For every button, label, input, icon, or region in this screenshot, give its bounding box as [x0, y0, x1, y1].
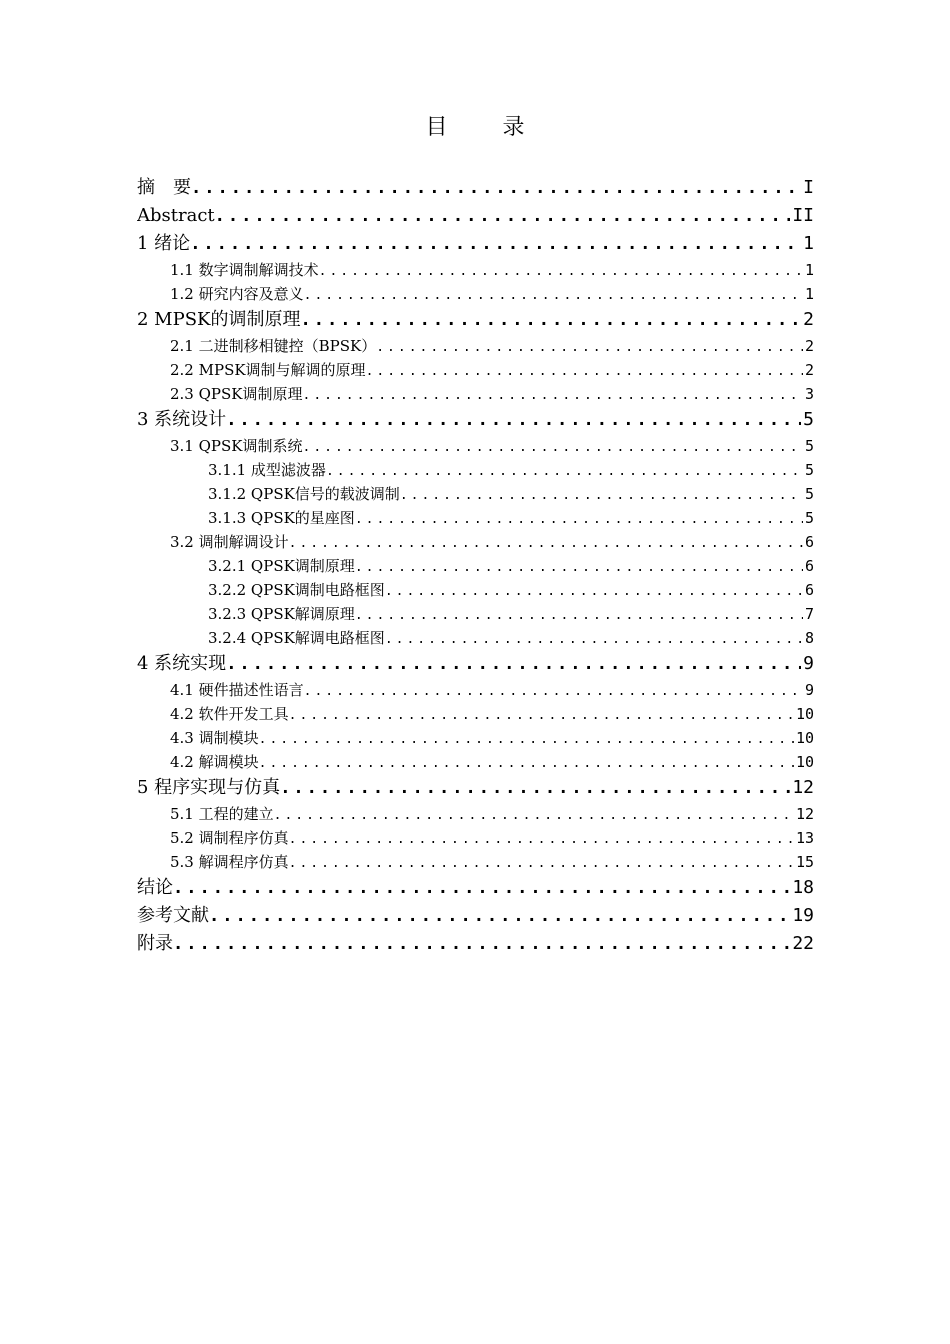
toc-entry[interactable]: [137, 626, 814, 650]
toc-dot-leader: [191, 174, 801, 202]
toc-entry-page: 1: [804, 285, 814, 303]
toc-entry-label: 3.2 调制解调设计: [170, 533, 289, 551]
toc-entry-page: 10: [795, 705, 814, 723]
toc-entry-label: 2 MPSK的调制原理: [137, 309, 301, 330]
toc-entry[interactable]: [137, 202, 814, 230]
toc-entry-page: 5: [804, 461, 814, 479]
table-of-contents: [137, 174, 814, 958]
toc-entry-page: 2: [804, 361, 814, 379]
toc-entry-page: 12: [795, 805, 814, 823]
toc-entry-label: 3.1.3 QPSK的星座图: [208, 509, 355, 527]
toc-entry[interactable]: [137, 930, 814, 958]
toc-entry[interactable]: [137, 750, 814, 774]
toc-dot-leader: [190, 230, 801, 258]
toc-dot-leader: [259, 728, 794, 750]
toc-entry-label: 3.2.2 QPSK调制电路框图: [208, 581, 385, 599]
toc-entry-label: 3.1 QPSK调制系统: [170, 437, 303, 455]
toc-entry-page: 1: [803, 233, 814, 254]
toc-dot-leader: [280, 774, 790, 802]
toc-entry-label: 4.3 调制模块: [170, 729, 259, 747]
toc-entry-label: 4.2 软件开发工具: [170, 705, 289, 723]
toc-entry[interactable]: [137, 726, 814, 750]
toc-entry-label: 3.2.3 QPSK解调原理: [208, 605, 355, 623]
toc-entry[interactable]: [137, 802, 814, 826]
toc-entry[interactable]: [137, 774, 814, 802]
toc-dot-leader: [209, 902, 790, 930]
toc-entry-page: 6: [804, 557, 814, 575]
toc-dot-leader: [319, 260, 803, 282]
toc-entry-label: 5.2 调制程序仿真: [170, 829, 289, 847]
toc-entry[interactable]: [137, 434, 814, 458]
toc-entry-label: 4.1 硬件描述性语言: [170, 681, 304, 699]
toc-entry[interactable]: [137, 678, 814, 702]
toc-entry[interactable]: [137, 230, 814, 258]
toc-entry[interactable]: [137, 334, 814, 358]
toc-entry-page: 18: [792, 877, 814, 898]
toc-entry-page: 19: [792, 905, 814, 926]
toc-entry[interactable]: [137, 358, 814, 382]
toc-dot-leader: [366, 360, 803, 382]
toc-entry-label: 1 绪论: [137, 233, 191, 254]
toc-entry[interactable]: [137, 578, 814, 602]
toc-dot-leader: [304, 284, 803, 306]
toc-dot-leader: [326, 460, 803, 482]
toc-dot-leader: [226, 650, 801, 678]
toc-entry[interactable]: [137, 174, 814, 202]
toc-entry-page: 10: [795, 729, 814, 747]
toc-entry-label: 3 系统设计: [137, 409, 227, 430]
toc-dot-leader: [385, 580, 803, 602]
toc-entry-page: 9: [803, 653, 814, 674]
toc-entry-label: 1.1 数字调制解调技术: [170, 261, 319, 279]
toc-entry[interactable]: [137, 506, 814, 530]
toc-entry[interactable]: [137, 702, 814, 726]
toc-entry-page: 2: [803, 309, 814, 330]
toc-dot-leader: [304, 680, 803, 702]
toc-entry[interactable]: [137, 554, 814, 578]
toc-dot-leader: [215, 202, 791, 230]
toc-entry-label: 摘 要: [137, 177, 191, 198]
toc-dot-leader: [303, 436, 803, 458]
toc-entry-label: 2.2 MPSK调制与解调的原理: [170, 361, 366, 379]
toc-entry-label: 5.3 解调程序仿真: [170, 853, 289, 871]
toc-entry-page: 5: [804, 437, 814, 455]
toc-entry-page: 12: [792, 777, 814, 798]
toc-entry-page: II: [792, 205, 814, 226]
toc-entry-page: 5: [804, 509, 814, 527]
toc-entry-page: 5: [803, 409, 814, 430]
toc-entry[interactable]: [137, 258, 814, 282]
toc-entry-label: 参考文献: [137, 905, 209, 926]
toc-dot-leader: [355, 508, 803, 530]
toc-entry-label: 5 程序实现与仿真: [137, 777, 281, 798]
toc-entry-label: 5.1 工程的建立: [170, 805, 274, 823]
toc-entry-page: 22: [792, 933, 814, 954]
toc-entry[interactable]: [137, 650, 814, 678]
toc-dot-leader: [301, 306, 802, 334]
toc-entry-label: 3.2.1 QPSK调制原理: [208, 557, 355, 575]
toc-entry[interactable]: [137, 850, 814, 874]
toc-entry[interactable]: [137, 826, 814, 850]
page-title: 目 录: [425, 115, 549, 140]
toc-entry[interactable]: [137, 306, 814, 334]
toc-entry-label: 3.2.4 QPSK解调电路框图: [208, 629, 385, 647]
toc-dot-leader: [385, 628, 803, 650]
toc-entry-page: 8: [804, 629, 814, 647]
toc-entry-label: 2.3 QPSK调制原理: [170, 385, 303, 403]
toc-dot-leader: [289, 828, 794, 850]
toc-entry-page: 3: [804, 385, 814, 403]
toc-entry[interactable]: [137, 406, 814, 434]
toc-entry-page: 1: [804, 261, 814, 279]
toc-entry-label: 1.2 研究内容及意义: [170, 285, 304, 303]
toc-dot-leader: [303, 384, 803, 406]
toc-entry-label: 附录: [137, 933, 173, 954]
toc-dot-leader: [274, 804, 794, 826]
toc-dot-leader: [173, 874, 790, 902]
toc-dot-leader: [355, 604, 803, 626]
toc-entry-page: 5: [804, 485, 814, 503]
toc-entry-page: 13: [795, 829, 814, 847]
toc-dot-leader: [289, 852, 794, 874]
toc-entry-page: 6: [804, 581, 814, 599]
toc-entry-label: 4.2 解调模块: [170, 753, 259, 771]
toc-dot-leader: [400, 484, 803, 506]
toc-entry-label: Abstract: [137, 205, 215, 226]
toc-entry-page: I: [803, 177, 814, 198]
toc-dot-leader: [226, 406, 801, 434]
toc-entry-page: 9: [804, 681, 814, 699]
toc-entry[interactable]: [137, 482, 814, 506]
toc-dot-leader: [289, 532, 803, 554]
toc-dot-leader: [173, 930, 790, 958]
toc-entry-page: 7: [804, 605, 814, 623]
toc-entry[interactable]: [137, 282, 814, 306]
toc-entry-label: 结论: [137, 877, 173, 898]
toc-entry-page: 6: [804, 533, 814, 551]
toc-entry[interactable]: [137, 874, 814, 902]
toc-dot-leader: [289, 704, 794, 726]
toc-entry-label: 3.1.2 QPSK信号的载波调制: [208, 485, 400, 503]
toc-entry-page: 2: [804, 337, 814, 355]
toc-entry[interactable]: [137, 458, 814, 482]
toc-dot-leader: [355, 556, 803, 578]
toc-dot-leader: [259, 752, 794, 774]
toc-entry[interactable]: [137, 530, 814, 554]
toc-entry-page: 10: [795, 753, 814, 771]
toc-entry[interactable]: [137, 382, 814, 406]
toc-entry-label: 4 系统实现: [137, 653, 227, 674]
toc-entry-page: 15: [795, 853, 814, 871]
toc-entry[interactable]: [137, 902, 814, 930]
toc-dot-leader: [376, 336, 803, 358]
toc-entry-label: 3.1.1 成型滤波器: [208, 461, 326, 479]
toc-entry-label: 2.1 二进制移相键控（BPSK）: [170, 337, 377, 355]
toc-entry[interactable]: [137, 602, 814, 626]
